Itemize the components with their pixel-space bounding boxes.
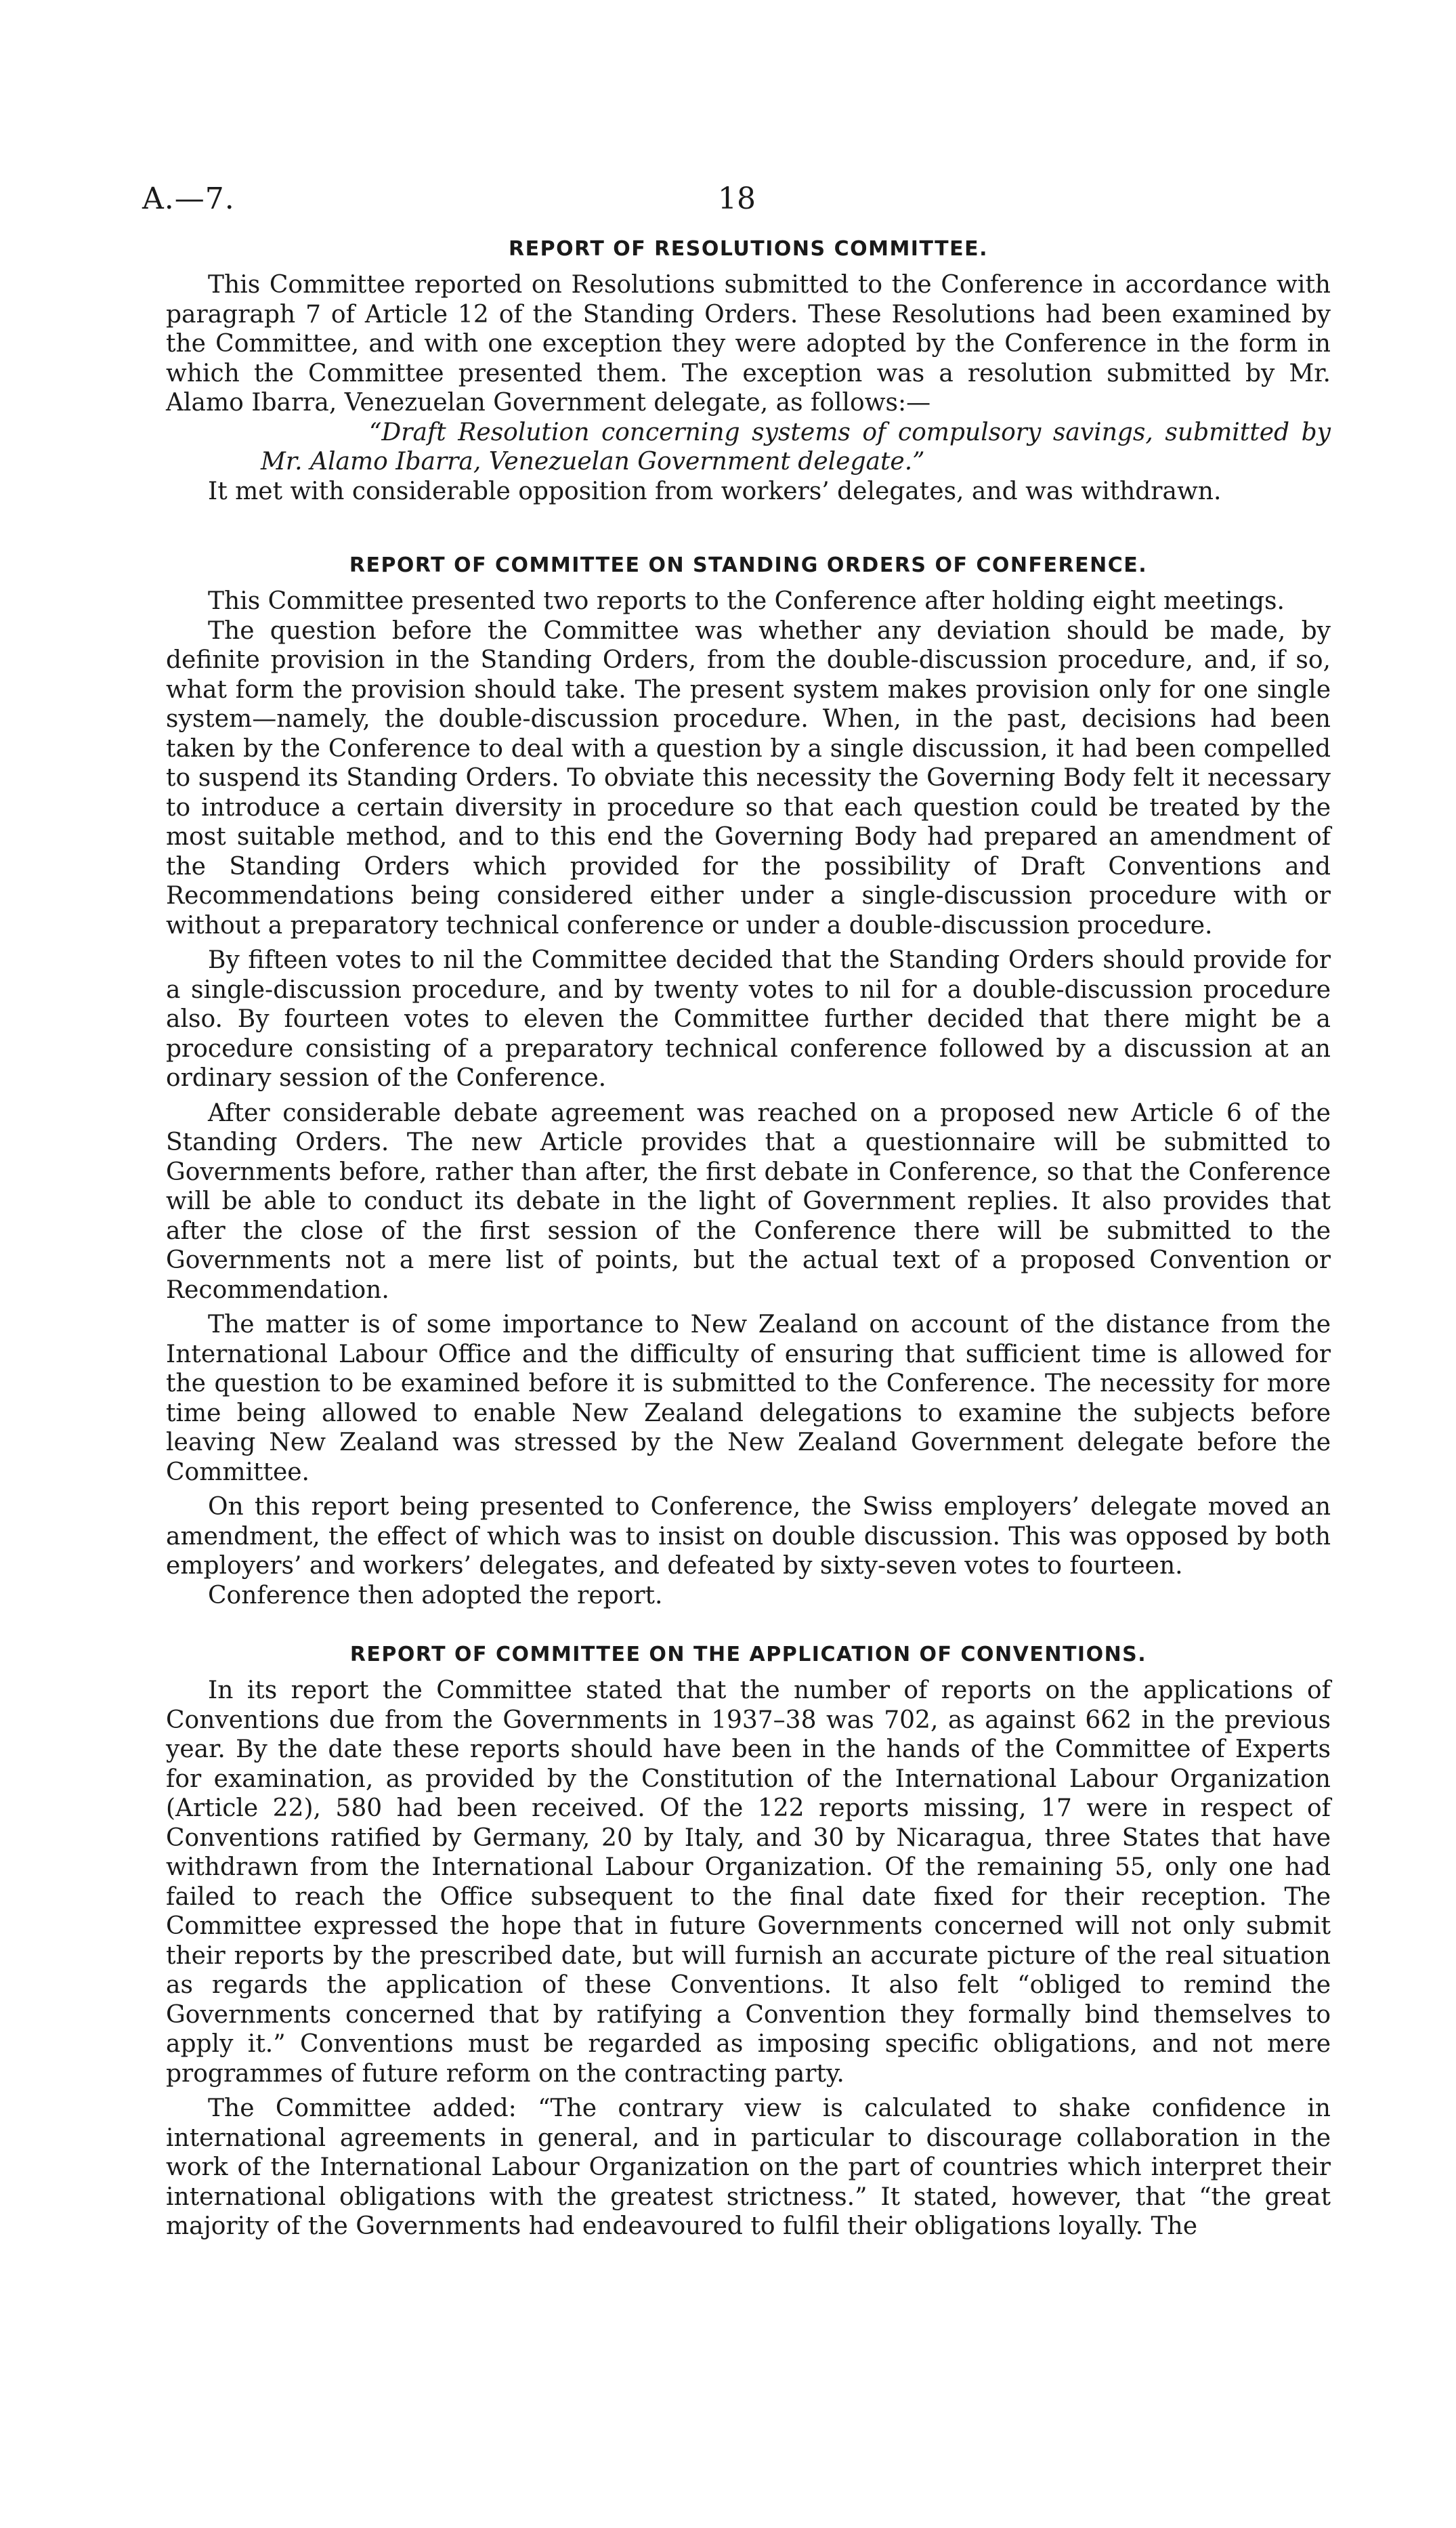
paragraph: It met with considerable opposition from workers’ delegates, and was withdrawn. [208,477,1222,505]
page-header [142,182,1334,222]
paragraph: By fifteen votes to nil the Committee decided that the Standing Orders should provide for a single-discussion procedure, and by twenty votes to nil for a double-discussion procedure also. By fourteen votes to eleven the Committee further decided that there might be a procedure consisting of a preparatory technical conference followed by a discussion at an ordinary session of the Conference. [166,946,1331,1092]
paragraph: On this report being presented to Conference, the Swiss employers’ delegate moved an amendment, the effect of which was to insist on double discussion. This was opposed by both employers’ and workers’ delegates, and defeated by sixty-seven votes to fourteen. [166,1493,1331,1580]
section-application-of-conventions [166,1643,1331,2241]
section-title: REPORT OF COMMITTEE ON STANDING ORDERS OF CONFERENCE. [349,553,1148,577]
document-reference: A.—7. [142,182,235,216]
document-body [166,237,1331,2274]
section-resolutions-committee [166,237,1331,506]
quoted-resolution: “Draft Resolution concerning systems of compulsory savings, submitted by Mr. Alamo Ibarra, Venezuelan Government delegate.” [261,418,1331,476]
paragraph: The matter is of some importance to New Zealand on account of the distance from the International Labour Office and the difficulty of ensuring that sufficient time is allowed for the question to be examined before it is submitted to the Conference. The necessity for more time being allowed to enable New Zealand delegations to examine the subjects before leaving New Zealand was stressed by the New Zealand Government delegate before the Committee. [166,1311,1331,1486]
paragraph: This Committee reported on Resolutions submitted to the Conference in accordance with paragraph 7 of Article 12 of the Standing Orders. These Resolutions had been examined by the Committee, and with one exception they were adopted by the Conference in the form in which the Committee presented them. The exception was a resolution submitted by Mr. Alamo Ibarra, Venezuelan Government delegate, as follows:— [166,271,1331,417]
paragraph: The Committee added: “The contrary view is calculated to shake confidence in international agreements in general, and in particular to discourage collaboration in the work of the International Labour Organization on the part of countries which interpret their international obligations with the greatest strictness.” It stated, however, that “the great majority of the Governments had endeavoured to fulfil their obligations loyally. The [166,2094,1331,2240]
paragraph: In its report the Committee stated that the number of reports on the applications of Conventions due from the Governments in 1937–38 was 702, as against 662 in the previous year. By the date these reports should have been in the hands of the Committee of Experts for examination, as provided by the Constitution of the International Labour Organization (Article 22), 580 had been received. Of the 122 reports missing, 17 were in respect of Conventions ratified by Germany, 20 by Italy, and 30 by Nicaragua, three States that have withdrawn from the International Labour Organization. Of the remaining 55, only one had failed to reach the Office subsequent to the final date fixed for their reception. The Committee expressed the hope that in future Governments concerned will not only submit their reports by the prescribed date, but will furnish an accurate picture of the real situation as regards the application of these Conventions. It also felt “obliged to remind the Governments concerned that by ratifying a Convention they formally bind themselves to apply it.” Conventions must be regarded as imposing specific obligations, and not mere programmes of future reform on the contracting party. [166,1677,1331,2088]
paragraph: Conference then adopted the report. [208,1581,663,1609]
paragraph: This Committee presented two reports to the Conference after holding eight meetings. [208,587,1285,615]
paragraph: After considerable debate agreement was reached on a proposed new Article 6 of the Standing Orders. The new Article provides that a questionnaire will be submitted to Governments before, rather than after, the first debate in Conference, so that the Conference will be able to conduct its debate in the light of Government replies. It also provides that after the close of the first session of the Conference there will be submitted to the Governments not a mere list of points, but the actual text of a proposed Convention or Recommendation. [166,1099,1331,1304]
section-title: REPORT OF COMMITTEE ON THE APPLICATION OF CONVENTIONS. [349,1643,1147,1666]
section-title: REPORT OF RESOLUTIONS COMMITTEE. [509,237,988,261]
page-number: 18 [718,182,756,216]
paragraph: The question before the Committee was whether any deviation should be made, by definite provision in the Standing Orders, from the double-discussion procedure, and, if so, what form the provision should take. The present system makes provision only for one single system—namely, the double-discussion procedure. When, in the past, decisions had been taken by the Conference to deal with a question by a single discussion, it had been compelled to suspend its Standing Orders. To obviate this necessity the Governing Body felt it necessary to introduce a certain diversity in procedure so that each question could be treated by the most suitable method, and to this end the Governing Body had prepared an amendment of the Standing Orders which provided for the possibility of Draft Conventions and Recommendations being considered either under a single-discussion procedure with or without a preparatory technical conference or under a double-discussion procedure. [166,616,1331,940]
section-standing-orders-committee [166,553,1331,1610]
